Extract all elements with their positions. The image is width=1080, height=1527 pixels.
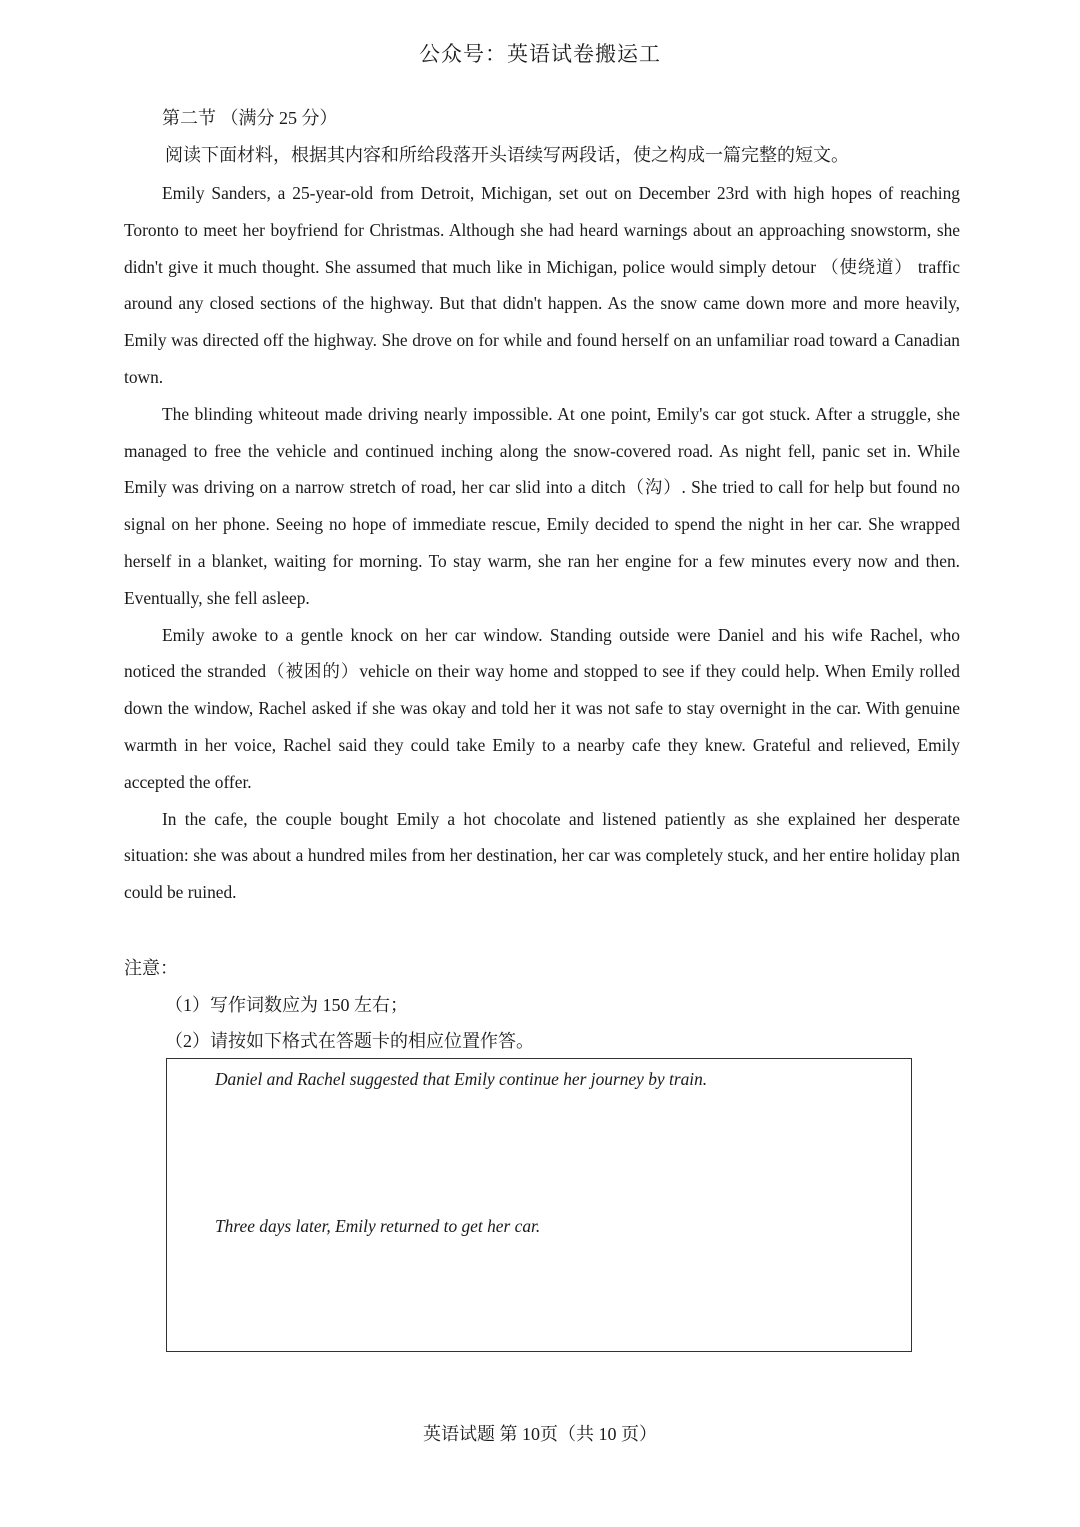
paragraph-opening-1: Daniel and Rachel suggested that Emily continue her journey by train. — [215, 1069, 708, 1089]
note-item-1: （1）写作词数应为 150 左右； — [165, 995, 408, 1015]
notes-label: 注意： — [124, 958, 178, 978]
section-instruction: 阅读下面材料，根据其内容和所给段落开头语续写两段话，使之构成一篇完整的短文。 — [165, 145, 849, 165]
page-header: 公众号：英语试卷搬运工 — [419, 42, 661, 66]
passage-paragraph-4: In the cafe, the couple bought Emily a hot chocolate and listened patiently as she explained her desperate situation: she was about a hundred miles from her destination, her car was completely stuck, and her entire holiday plan could be ruined. — [124, 808, 960, 903]
reading-passage — [124, 175, 960, 911]
passage-paragraph-2: The blinding whiteout made driving nearly impossible. At one point, Emily's car got stuck. After a struggle, she managed to free the vehicle and continued inching along the snow-covered road. As night fell, panic set in. While Emily was driving on a narrow stretch of road, her car slid into a ditch（沟）. She tried to call for help but found no signal on her phone. Seeing no hope of immediate rescue, Emily decided to spend the night in her car. She wrapped herself in a blanket, waiting for morning. To stay warm, she ran her engine for a few minutes every now and then. Eventually, she fell asleep. — [124, 403, 960, 608]
note-item-2: （2）请按如下格式在答题卡的相应位置作答。 — [165, 1031, 534, 1051]
passage-paragraph-1: Emily Sanders, a 25-year-old from Detroit, Michigan, set out on December 23rd with high hopes of reaching Toronto to meet her boyfriend for Christmas. Although she had heard warnings about an approaching snowstorm, she didn't give it much thought. She assumed that much like in Michigan, police would simply detour （使绕道） traffic around any closed sections of the highway. But that didn't happen. As the snow came down more and more heavily, Emily was directed off the highway. She drove on for while and found herself on an unfamiliar road toward a Canadian town. — [124, 183, 960, 387]
answer-box[interactable] — [166, 1058, 912, 1352]
section-title: 第二节 （满分 25 分） — [162, 108, 338, 128]
passage-paragraph-3: Emily awoke to a gentle knock on her car window. Standing outside were Daniel and his wife Rachel, who noticed the stranded（被困的）vehicle on their way home and stopped to see if they could help. When Emily rolled down the window, Rachel asked if she was okay and told her it was not safe to stay overnight in the car. With genuine warmth in her voice, Rachel said they could take Emily to a nearby cafe they knew. Grateful and relieved, Emily accepted the offer. — [124, 624, 960, 792]
page-footer: 英语试题 第 10页（共 10 页） — [423, 1424, 657, 1444]
paragraph-opening-2: Three days later, Emily returned to get her car. — [215, 1216, 541, 1236]
